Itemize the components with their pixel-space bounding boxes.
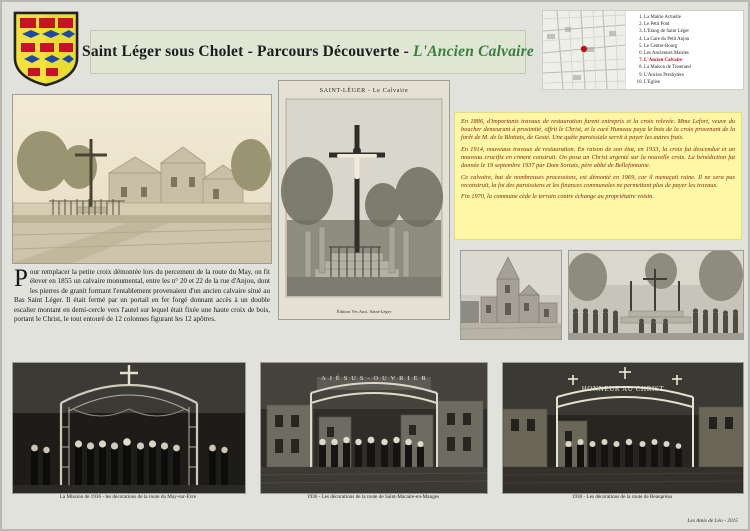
credit-line: Les Amis de Léo - 2015 <box>687 518 738 524</box>
photo-calvaire-street-view <box>12 94 272 264</box>
body-text <box>14 265 270 324</box>
photo-arch-jesus-ouvrier <box>260 362 488 494</box>
legend-item: 8. La Maison de Tisserand <box>644 64 741 71</box>
legend-item: 2. Le Petit Pont <box>644 21 741 28</box>
photo-caption: La Mission de 1936 - les décorations de la route du May-sur-Evre <box>59 494 197 500</box>
legend <box>626 11 743 89</box>
drop-cap: P <box>14 265 28 292</box>
body-text-content: our remplacer la petite croix démontée lors du percement de la route du May, on fit élever en 1855 un calvaire monumental, entre les n° 20 et 22 de la rue d'Anjou, dont les pierres de granit formant l'entablement provenaient d'un ancien calvaire situé au Bas Saint Léger. Il était fermé par un portail en fer forgé donnant accès à un double escalier montant en demi-cercle vers l'autel sur lequel était fixée une haute croix de bois, portant le Christ, le tout entouré de 12 colonnes figurant les 12 apôtres. <box>14 268 270 324</box>
legend-item: 9. L'Ancien Presbytère <box>644 72 741 79</box>
location-map-icon <box>543 11 626 89</box>
photo-arch-honneur-au-christ <box>502 362 744 494</box>
page-title-plain: Saint Léger sous Cholet - Parcours Découverte - <box>82 43 414 60</box>
history-note <box>454 112 742 240</box>
photo-caption: 1936 - Les décorations de la route de Beaupréau <box>571 494 673 500</box>
photo-mission-1936-may-sur-evre <box>12 362 246 494</box>
map-legend-box <box>542 10 744 90</box>
legend-item: 6. Les Anciennes Mairies <box>644 50 741 57</box>
legend-item: 3. L'Etang de Saint Léger <box>644 28 741 35</box>
page-title-accent: L'Ancien Calvaire <box>413 43 534 60</box>
photo-caption: 1936 - Les décorations de la route de Saint-Macaire-en-Mauges <box>306 494 440 500</box>
note-paragraph: En 1886, d'importants travaux de restauration furent entrepris et la croix relevée. Mme Lefort, veuve du boucher demeurant à proximité, offrit le Christ, et le curé Humeau paya le bois de la croix provenant de la forêt de M. de la Blottais, de Gesté. Une quête paroissiale servit à payer les autres frais. <box>461 118 735 142</box>
legend-item: 4. La Gare du Petit Anjou <box>644 36 741 43</box>
arch-banner-text: HONNEUR AU CHRIST <box>581 385 665 393</box>
legend-item-active: 7. L'Ancien Calvaire <box>644 57 741 64</box>
page-title <box>82 30 534 74</box>
legend-item: 5. Le Centre-Bourg <box>644 43 741 50</box>
arch-banner-text: A J É S U S - O U V R I E R <box>321 375 427 382</box>
note-paragraph: Ce calvaire, but de nombreuses processions, est démonté en 1969, car il menaçait ruine. Il ne sera pas reconstruit, la foi des paroissiens et les finances communales ne permettant plus de payer les travaux. <box>461 173 735 189</box>
coat-of-arms-icon <box>12 10 80 88</box>
legend-item: 10. L'Eglise <box>644 79 741 86</box>
photo-procession-crowd <box>568 250 744 340</box>
note-paragraph: Fin 1970, la commune cède le terrain contre échange au propriétaire voisin. <box>461 193 654 201</box>
photo-church-street <box>460 250 562 340</box>
postcard-footer: Édition Ves Auri, Saint-Léger <box>336 309 392 314</box>
note-paragraph: En 1914, nouveaux travaux de restauration. En raison de son état, en 1933, la croix fut descendue et un nouveau crucifix en ciment construit. On posa un Christ argenté sur la nouvelle croix. La bénédiction fut donnée le 19 septembre 1937 par Dom Sortais, père abbé de Bellefontaine. <box>461 145 735 169</box>
photo-postcard-calvaire <box>278 80 450 320</box>
legend-item: 1. La Mairie Actuelle <box>644 14 741 21</box>
postcard-header: SAINT-LÉGER - Le Calvaire <box>319 87 409 94</box>
